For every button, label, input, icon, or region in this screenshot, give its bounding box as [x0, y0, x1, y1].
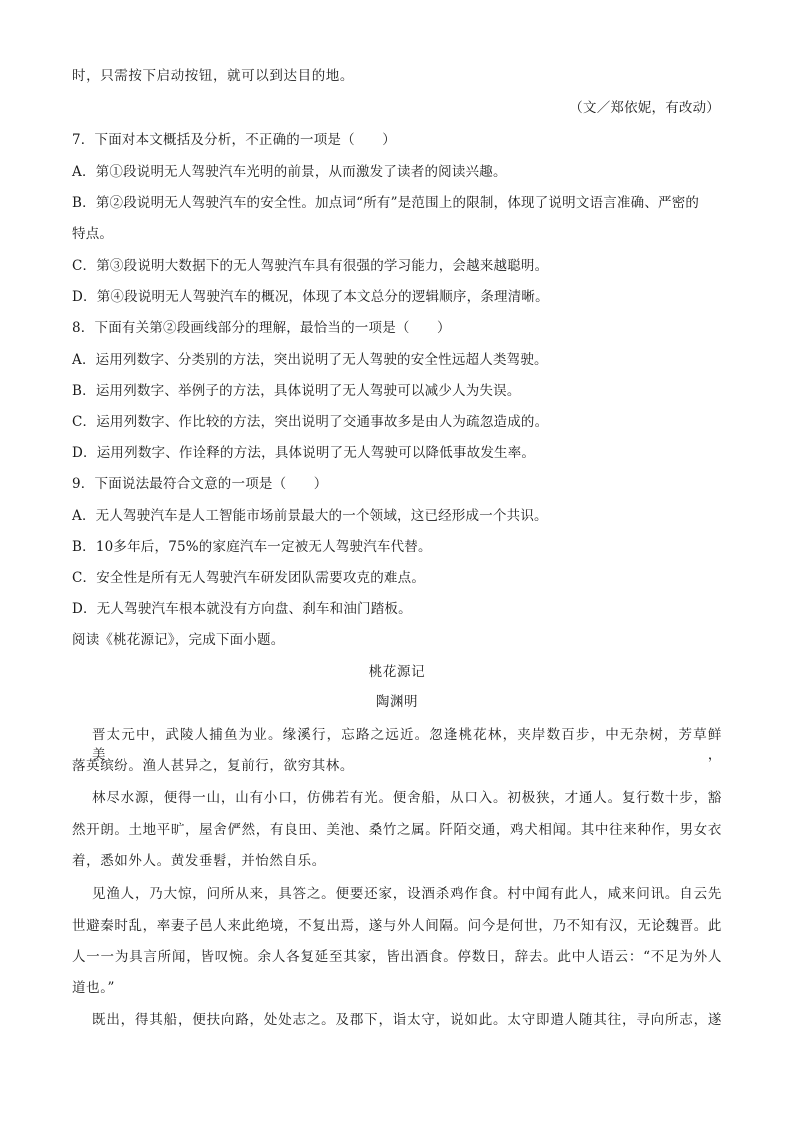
- poem-line-10: 既出，得其船，便扶向路，处处志之。及郡下，诣太守，说如此。太守即遣人随其往，寻向所志，遂: [92, 1012, 722, 1028]
- poem-line-3: 林尽水源，便得一山，山有小口，仿佛若有光。便舍船，从口入。初极狭，才通人。复行数十步，豁: [92, 790, 722, 806]
- question-7-option-b: B．第②段说明无人驾驶汽车的安全性。加点词“所有”是范围上的限制，体现了说明文语言准确、严密的: [72, 195, 700, 211]
- question-8-option-c: C．运用列数字、作比较的方法，突出说明了交通事故多是由人为疏忽造成的。: [72, 414, 549, 430]
- question-8-option-b: B．运用列数字、举例子的方法，具体说明了无人驾驶可以减少人为失误。: [72, 383, 521, 399]
- poem-line-2: 落英缤纷。渔人甚异之，复前行，欲穷其林。: [72, 758, 354, 774]
- poem-line-4: 然开朗。土地平旷，屋舍俨然，有良田、美池、桑竹之属。阡陌交通，鸡犬相闻。其中往来种作，男女衣: [72, 822, 722, 838]
- question-9-option-c: C．安全性是所有无人驾驶汽车研发团队需要攻克的难点。: [72, 570, 426, 586]
- source-note: （文／郑依妮，有改动）: [569, 100, 720, 116]
- question-7-option-c: C．第③段说明大数据下的无人驾驶汽车具有很强的学习能力，会越来越聪明。: [72, 258, 549, 274]
- poem-author: 陶渊明: [375, 694, 419, 710]
- question-9-option-d: D．无人驾驶汽车根本就没有方向盘、刹车和油门踏板。: [72, 601, 412, 617]
- poem-line-7: 世避秦时乱，率妻子邑人来此绝境，不复出焉，遂与外人间隔。问今是何世，乃不知有汉，无论魏晋。此: [72, 918, 722, 934]
- poem-line-5: 着，悉如外人。黄发垂髫，并怡然自乐。: [72, 853, 326, 869]
- question-7-option-b-cont: 特点。: [72, 226, 114, 242]
- poem-title: 桃花源记: [368, 664, 426, 680]
- question-9-option-a: A．无人驾驶汽车是人工智能市场前景最大的一个领域，这已经形成一个共识。: [72, 508, 548, 524]
- question-8-option-d: D．运用列数字、作诠释的方法，具体说明了无人驾驶可以降低事故发生率。: [72, 445, 536, 461]
- poem-line-6: 见渔人，乃大惊，问所从来，具答之。便要还家，设酒杀鸡作食。村中闻有此人，咸来问讯。自云先: [92, 886, 722, 902]
- question-7-option-a: A．第①段说明无人驾驶汽车光明的前景，从而激发了读者的阅读兴趣。: [72, 164, 507, 180]
- poem-line-1: 晋太元中，武陵人捕鱼为业。缘溪行，忘路之远近。忽逢桃花林，夹岸数百步，中无杂树，芳草鲜美，: [92, 727, 722, 763]
- question-7-stem: 7．下面对本文概括及分析，不正确的一项是（ ）: [72, 132, 396, 148]
- continuation-text: 时，只需按下启动按钮，就可以到达目的地。: [72, 68, 354, 84]
- question-8-option-a: A．运用列数字、分类别的方法，突出说明了无人驾驶的安全性远超人类驾驶。: [72, 352, 548, 368]
- poem-line-9: 道也。”: [72, 980, 116, 996]
- reading-intro: 阅读《桃花源记》，完成下面小题。: [72, 632, 285, 648]
- question-9-option-b: B．10多年后，75%的家庭汽车一定被无人驾驶汽车代替。: [72, 539, 432, 555]
- question-8-stem: 8．下面有关第②段画线部分的理解，最恰当的一项是（ ）: [72, 320, 451, 336]
- poem-line-8: 人一一为具言所闻，皆叹惋。余人各复延至其家，皆出酒食。停数日，辞去。此中人语云：“不足为外人: [72, 949, 722, 965]
- question-9-stem: 9．下面说法最符合文意的一项是（ ）: [72, 476, 328, 492]
- question-7-option-d: D．第④段说明无人驾驶汽车的概况，体现了本文总分的逻辑顺序，条理清晰。: [72, 289, 549, 305]
